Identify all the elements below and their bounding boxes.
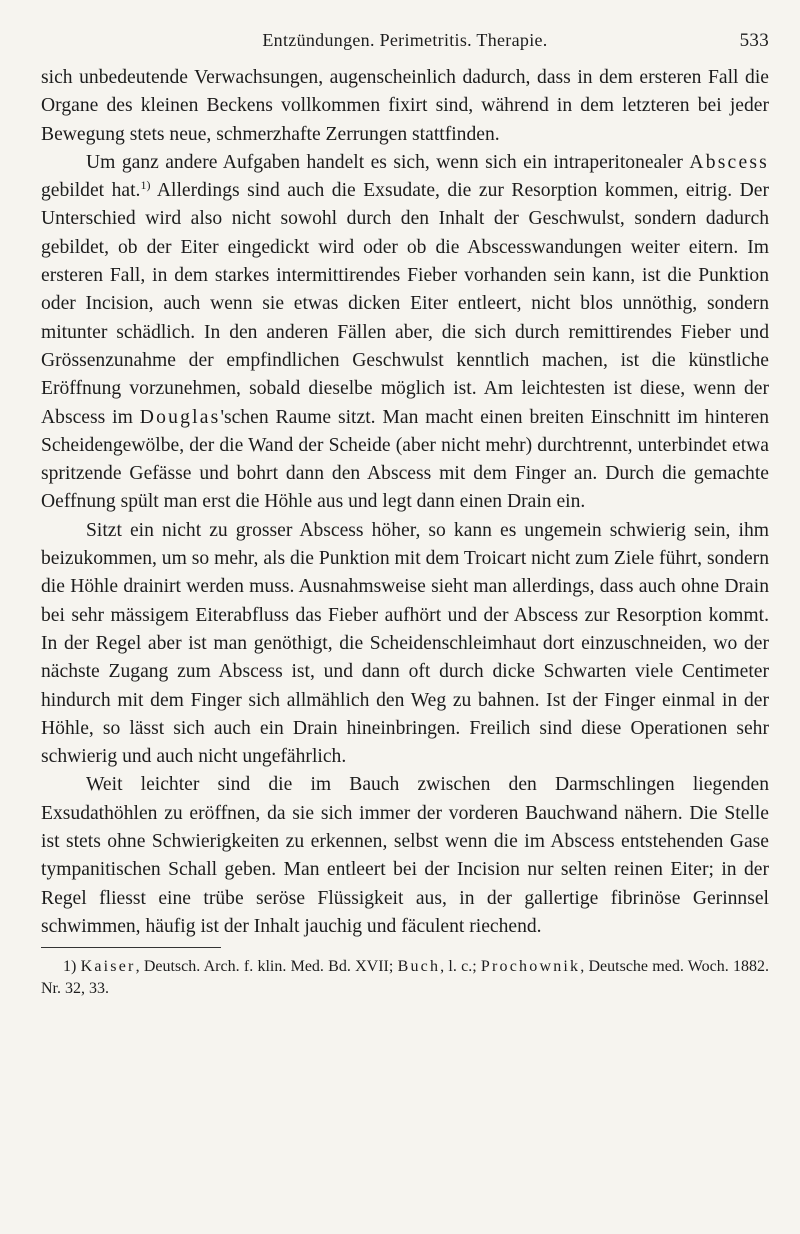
footnote-text-1: , Deutsch. Arch. f. klin. Med. Bd. XVII;: [135, 958, 398, 976]
footnote-author-buch: Buch: [397, 958, 441, 976]
paragraph-4: Weit leichter sind die im Bauch zwischen den Darmschlingen liegenden Exsudathöhlen zu eröffnen, da sie sich immer der vorderen Bauchwand nähern. Die Stelle ist stets ohne Schwierigkeiten zu erkennen, selbst wenn die im Abscess entstehenden Gase tympanitischen Schall geben. Man entleert bei der Incision nur selten reinen Eiter; in der Regel fliesst eine trübe seröse Flüssigkeit aus, in der gallertige fibrinöse Gerinnsel schwimmen, häufig ist der Inhalt jauchig und fäculent riechend.: [41, 774, 769, 937]
paragraph-2: [41, 149, 769, 517]
footnote-author-kaiser: Kaiser: [80, 958, 136, 976]
page-number: 533: [739, 30, 769, 51]
footnote-divider: [41, 947, 221, 948]
name-douglas: Douglas: [139, 406, 221, 428]
footnote-text-3: , Deutsche med. Woch. 1882. Nr. 32, 33.: [41, 958, 769, 998]
footnote-text-2: , l. c.;: [440, 958, 481, 976]
footnote-author-prochownik: Prochownik: [480, 958, 581, 976]
running-title: Entzündungen. Perimetritis. Therapie.: [262, 30, 548, 50]
footnote-marker: 1): [63, 958, 81, 976]
paragraph-2-text-b: gebildet hat.: [41, 180, 141, 202]
footnote-reference: 1): [140, 178, 151, 193]
running-head: [41, 22, 769, 58]
paragraph-2-text-a: Um ganz andere Aufgaben handelt es sich, wenn sich ein intraperitonealer: [86, 151, 690, 173]
book-page: [41, 22, 769, 1000]
paragraph-2-text-c: Allerdings sind auch die Exsudate, die zur Resorption kommen, eitrig. Der Unterschied wird also nicht sowohl durch den Inhalt der Geschwulst, sondern dadurch gebildet, ob der Eiter eingedickt wird oder ob die Abscesswandungen weiter eitern. Im ersteren Fall, in dem starkes intermittirendes Fieber vorhanden sein kann, ist die Punktion oder Incision, auch wenn sie etwas dicken Eiter entleert, nicht blos unnöthig, sondern mitunter schädlich. In den anderen Fällen aber, die sich durch remittirendes Fieber und Grössenzunahme der empfindlichen Geschwulst kenntlich machen, ist die künstliche Eröffnung vorzunehmen, sobald dieselbe möglich ist. Am leichtesten ist diese, wenn der Abscess im: [41, 180, 769, 428]
paragraph-2-text-d: 'schen Raume sitzt. Man macht einen breiten Einschnitt im hinteren Scheidengewölbe, der die Wand der Scheide (aber nicht mehr) durchtrennt, unterbindet etwa spritzende Gefässe und bohrt dann den Abscess mit dem Finger an. Durch die gemachte Oeffnung spült man erst die Höhle aus und legt dann einen Drain ein.: [41, 406, 769, 513]
footnote: [41, 956, 769, 1000]
body-text: [41, 64, 769, 941]
paragraph-3: Sitzt ein nicht zu grosser Abscess höher, so kann es ungemein schwierig sein, ihm beizukommen, um so mehr, als die Punktion mit dem Troicart nicht zum Ziele führt, sondern die Höhle drainirt werden muss. Ausnahmsweise sieht man allerdings, dass auch ohne Drain bei sehr mässigem Eiterabfluss das Fieber aufhört und der Abscess zur Resorption kommt. In der Regel aber ist man genöthigt, die Scheidenschleimhaut dort einzuschneiden, wo der nächste Zugang zum Abscess ist, und dann oft durch dicke Schwarten viele Centimeter hindurch mit dem Finger sich allmählich den Weg zu bahnen. Ist der Finger einmal in der Höhle, so lässt sich auch ein Drain hineinbringen. Freilich sind diese Operationen sehr schwierig und auch nicht ungefährlich.: [41, 519, 769, 768]
term-abscess: Abscess: [689, 151, 769, 173]
paragraph-1: sich unbedeutende Verwachsungen, augenscheinlich dadurch, dass in dem ersteren Fall die Organe des kleinen Beckens vollkommen fixirt sind, während in dem letzteren bei jeder Bewegung stets neue, schmerzhafte Zerrungen stattfinden.: [41, 67, 769, 145]
